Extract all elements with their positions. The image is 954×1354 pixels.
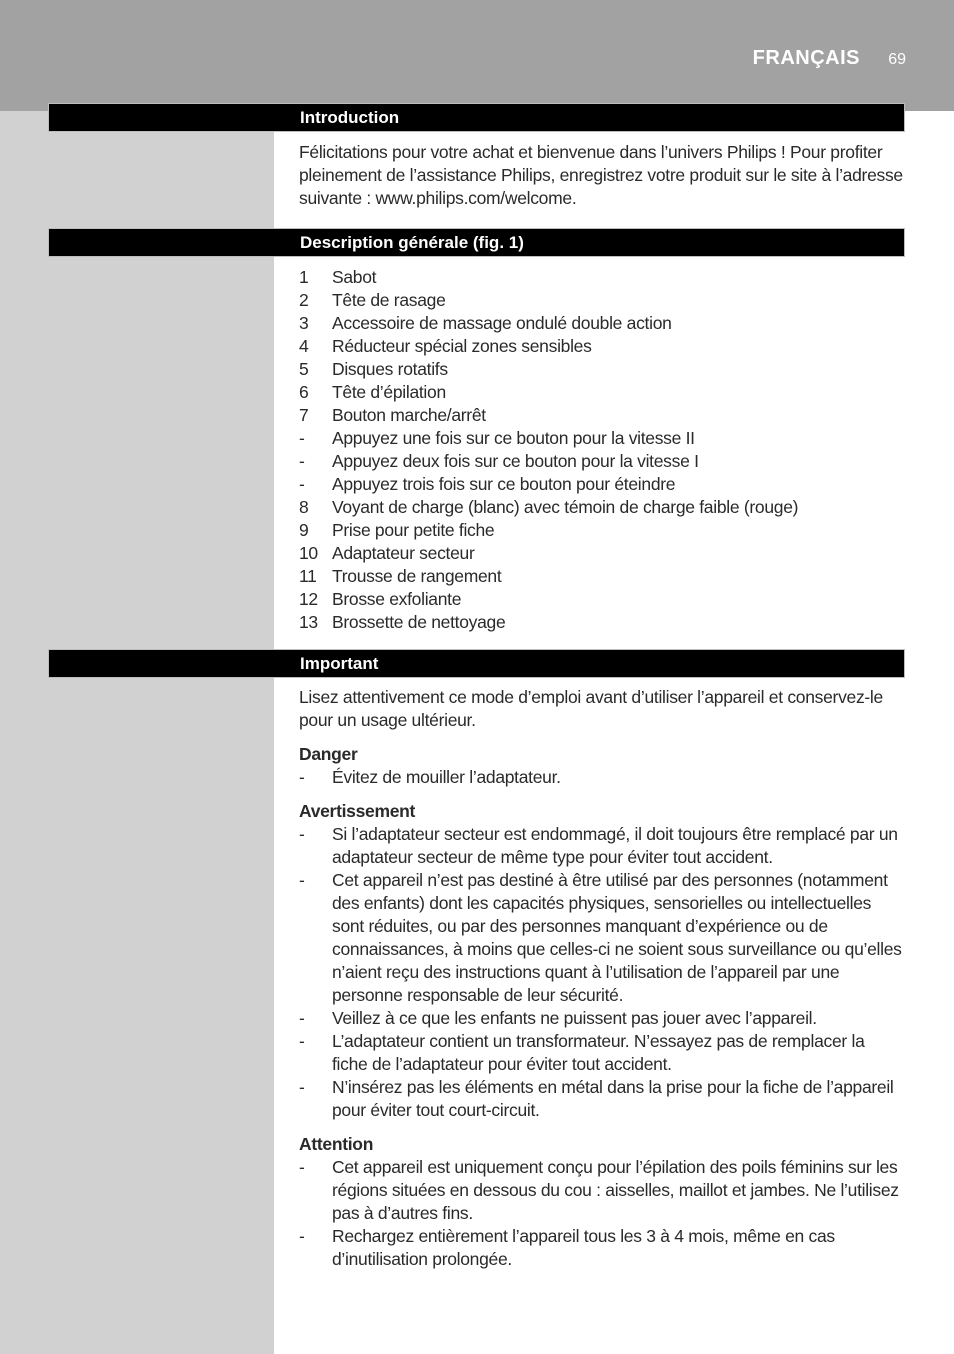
item-number: 11 [299, 566, 317, 586]
item-number: 6 [299, 382, 309, 402]
list-item [299, 766, 904, 789]
item-text: Brossette de nettoyage [332, 612, 506, 632]
bullet: - [299, 1077, 305, 1097]
list-item [299, 427, 904, 450]
item-number: - [299, 451, 305, 471]
item-text: Tête d’épilation [332, 382, 446, 402]
item-number: 1 [299, 267, 309, 287]
intro-section [299, 141, 904, 210]
section-heading: Description générale (fig. 1) [300, 233, 524, 252]
list-item [299, 519, 904, 542]
item-text: Tête de rasage [332, 290, 446, 310]
list-item [299, 542, 904, 565]
bullet: - [299, 870, 305, 890]
item-text: L’adaptateur contient un transformateur. N’essayez pas de remplacer la fiche de l’adaptateur pour éviter tout accident. [332, 1031, 865, 1074]
section-heading: Important [300, 654, 379, 673]
item-text: Si l’adaptateur secteur est endommagé, il doit toujours être remplacé par un adaptateur secteur de même type pour éviter tout accident. [332, 824, 898, 867]
item-text: Bouton marche/arrêt [332, 405, 486, 425]
item-text: Cet appareil est uniquement conçu pour l’épilation des poils féminins sur les régions situées en dessous du cou : aisselles, maillot et jambes. Ne l’utilisez pas à d’autres fins. [332, 1157, 899, 1223]
danger-heading: Danger [299, 744, 358, 764]
item-text: Adaptateur secteur [332, 543, 475, 563]
list-item [299, 381, 904, 404]
warning-heading: Avertissement [299, 801, 416, 821]
bullet: - [299, 1008, 305, 1028]
item-number: 7 [299, 405, 309, 425]
section-heading-bar-introduction [48, 103, 905, 132]
header-bar [0, 0, 954, 111]
intro-paragraph: Félicitations pour votre achat et bienvenue dans l’univers Philips ! Pour profiter pleinement de l’assistance Philips, enregistrez votre produit sur le site à l’adresse suivante : www.philips.com/welcome. [299, 142, 903, 208]
item-text: Trousse de rangement [332, 566, 502, 586]
list-item [299, 404, 904, 427]
item-text: Appuyez trois fois sur ce bouton pour éteindre [332, 474, 676, 494]
list-item [299, 869, 904, 1007]
bullet: - [299, 1157, 305, 1177]
item-text: Veillez à ce que les enfants ne puissent pas jouer avec l’appareil. [332, 1008, 817, 1028]
section-heading-bar-description [48, 228, 905, 257]
item-number: 12 [299, 589, 318, 609]
item-text: Accessoire de massage ondulé double action [332, 313, 672, 333]
bullet: - [299, 1226, 305, 1246]
item-number: - [299, 428, 305, 448]
list-item [299, 588, 904, 611]
item-text: Disques rotatifs [332, 359, 448, 379]
item-text: Évitez de mouiller l’adaptateur. [332, 767, 561, 787]
list-item [299, 1007, 904, 1030]
item-number: 8 [299, 497, 309, 517]
list-item [299, 358, 904, 381]
list-item [299, 565, 904, 588]
item-text: Cet appareil n’est pas destiné à être utilisé par des personnes (notamment des enfants) dont les capacités physiques, sensorielles ou intellectuelles sont réduites, ou par des personnes manquant d’expérience ou de connaissances, à moins que celles-ci ne soient sous surveillance ou qu’elles n’aient reçu des instructions quant à l’utilisation de l’appareil par une personne responsable de leur sécurité. [332, 870, 902, 1005]
list-item [299, 335, 904, 358]
bullet: - [299, 767, 305, 787]
list-item [299, 1076, 904, 1122]
bullet: - [299, 824, 305, 844]
item-number: 2 [299, 290, 309, 310]
item-number: - [299, 474, 305, 494]
item-text: Appuyez une fois sur ce bouton pour la vitesse II [332, 428, 695, 448]
item-text: Sabot [332, 267, 377, 287]
item-text: Prise pour petite fiche [332, 520, 495, 540]
item-text: Réducteur spécial zones sensibles [332, 336, 592, 356]
item-number: 10 [299, 543, 318, 563]
list-item [299, 289, 904, 312]
section-heading: Introduction [300, 108, 400, 127]
parts-list [299, 266, 904, 634]
item-text: Brosse exfoliante [332, 589, 462, 609]
item-text: N’insérez pas les éléments en métal dans la prise pour la fiche de l’appareil pour éviter tout court-circuit. [332, 1077, 894, 1120]
list-item [299, 312, 904, 335]
list-item [299, 823, 904, 869]
list-item [299, 1156, 904, 1225]
list-item [299, 1030, 904, 1076]
language-label: FRANÇAIS [752, 47, 860, 69]
important-intro-paragraph: Lisez attentivement ce mode d’emploi avant d’utiliser l’appareil et conservez-le pour un usage ultérieur. [299, 687, 883, 730]
list-item [299, 473, 904, 496]
list-item [299, 450, 904, 473]
item-text: Rechargez entièrement l’appareil tous les 3 à 4 mois, même en cas d’inutilisation prolongée. [332, 1226, 835, 1269]
list-item [299, 266, 904, 289]
item-text: Appuyez deux fois sur ce bouton pour la vitesse I [332, 451, 699, 471]
important-section [299, 686, 904, 1271]
list-item [299, 496, 904, 519]
item-number: 5 [299, 359, 309, 379]
list-item [299, 1225, 904, 1271]
caution-heading: Attention [299, 1134, 374, 1154]
bullet: - [299, 1031, 305, 1051]
left-margin-column [0, 111, 274, 1354]
item-text: Voyant de charge (blanc) avec témoin de charge faible (rouge) [332, 497, 799, 517]
page-number: 69 [888, 51, 906, 68]
list-item [299, 611, 904, 634]
item-number: 3 [299, 313, 309, 333]
item-number: 13 [299, 612, 318, 632]
section-heading-bar-important [48, 649, 905, 678]
item-number: 4 [299, 336, 309, 356]
item-number: 9 [299, 520, 309, 540]
